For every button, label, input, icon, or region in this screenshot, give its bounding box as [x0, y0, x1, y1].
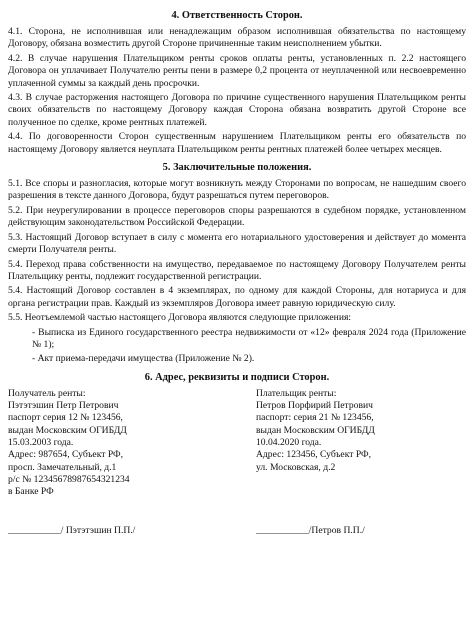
paragraph-5-3: 5.3. Настоящий Договор вступает в силу с момента его нотариального удостоверения и действует до момента смерти Получателя ренты.: [8, 231, 466, 256]
recipient-name: Пэтэтэшин Петр Петрович: [8, 400, 119, 412]
section-6-heading: 6. Адрес, реквизиты и подписи Сторон.: [144, 371, 330, 383]
recipient-signature-line: ___________/ Пэтэтэшин П.П./: [8, 524, 136, 536]
rent-payer-details: [256, 388, 466, 474]
payer-role: Плательщик ренты:: [256, 387, 337, 399]
recipient-address: Адрес: 987654, Субъект РФ,: [8, 449, 123, 461]
paragraph-5-4b: 5.4. Настоящий Договор составлен в 4 экземплярах, по одному для каждой Стороны, для нотариуса и для органа регистрации прав. Каждый из экземпляров Договора имеет равную юридическую силу.: [8, 285, 466, 309]
recipient-passport-date: 15.03.2003 года.: [8, 436, 74, 448]
payer-name: Петров Порфирий Петрович: [256, 400, 373, 412]
paragraph-5-1: 5.1. Все споры и разногласия, которые могут возникнуть между Сторонами по вопросам, не нашедшим своего разрешения в тексте данного Договора, будут разрешаться путем переговоров.: [8, 178, 466, 202]
payer-passport-issuer: выдан Московским ОГИБДД: [256, 424, 375, 436]
paragraph-4-1: 4.1. Сторона, не исполнившая или ненадлежащим образом исполнившая обязательства по настоящему Договору, обязана возместить другой Стороне причиненные таким неисполнением убытки.: [8, 26, 466, 50]
payer-signature-line: ___________/Петров П.П./: [256, 524, 365, 536]
appendix-1-item: - Выписка из Единого государственного реестра недвижимости от «12» февраля 2024 года (Приложение № 1);: [32, 326, 466, 350]
rent-recipient-details: [8, 388, 223, 499]
parties-block: [8, 388, 466, 513]
paragraph-4-2: 4.2. В случае нарушения Плательщиком ренты сроков оплаты ренты, установленных п. 2.2 настоящего Договора он уплачивает Получателю ренты пени в размере 0,2 процента от неуплаченной или несвоевременно уплаченной суммы за каждый день просрочки.: [8, 52, 466, 89]
payer-passport: паспорт: серия 21 № 123456,: [256, 412, 374, 424]
payer-address: Адрес: 123456, Субъект РФ,: [256, 449, 371, 461]
paragraph-4-4: 4.4. По договоренности Сторон существенным нарушением Плательщиком ренты его обязательств по настоящему Договору является неуплата Плательщиком ренты рентных платежей более четырех месяцев.: [8, 131, 466, 155]
recipient-passport-issuer: выдан Московским ОГИБДД: [8, 424, 127, 436]
payer-passport-date: 10.04.2020 года.: [256, 436, 322, 448]
recipient-passport: паспорт серия 12 № 123456,: [8, 412, 123, 424]
document-page: [8, 4, 466, 539]
appendix-2-item: - Акт приема-передачи имущества (Приложение № 2).: [32, 353, 255, 365]
paragraph-5-2: 5.2. При неурегулировании в процессе переговоров споры разрешаются в судебном порядке, установленном действующим законодательством Российской Федерации.: [8, 204, 466, 229]
recipient-role: Получатель ренты:: [8, 387, 86, 399]
paragraph-5-5: 5.5. Неотъемлемой частью настоящего Договора являются следующие приложения:: [8, 312, 352, 324]
recipient-street: просп. Замечательный, д.1: [8, 461, 117, 473]
recipient-account: р/с № 12345678987654321234: [8, 473, 130, 485]
signature-row: [8, 525, 466, 539]
recipient-bank: в Банке РФ: [8, 486, 54, 498]
section-5-heading: 5. Заключительные положения.: [162, 162, 312, 174]
payer-street: ул. Московская, д.2: [256, 461, 336, 473]
paragraph-5-4a: 5.4. Переход права собственности на имущество, передаваемое по настоящему Договору Получателем ренты Плательщику ренты, подлежит государственной регистрации.: [8, 258, 466, 282]
paragraph-4-3: 4.3. В случае расторжения настоящего Договора по причине существенного нарушения Плательщиком ренты своих обязательств по настоящему Договору каждая Сторона обязана возвратить другой Стороне все полученное по сделке, кроме рентных платежей.: [8, 92, 466, 128]
section-4-heading: 4. Ответственность Сторон.: [171, 10, 303, 21]
